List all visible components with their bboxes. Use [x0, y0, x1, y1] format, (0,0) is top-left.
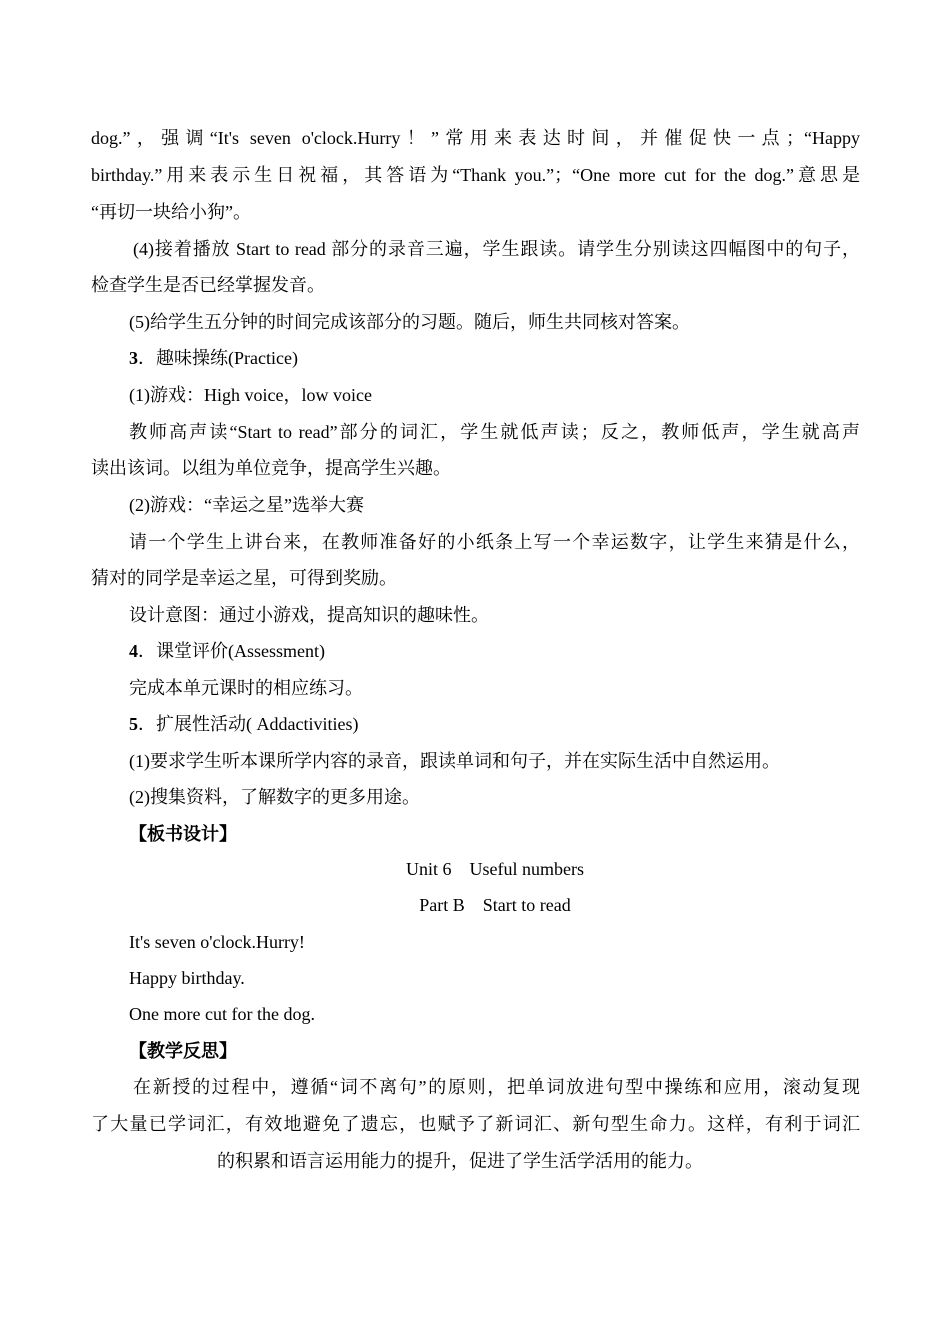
board-design-heading: 【板书设计】: [129, 824, 237, 844]
section-number: 5: [129, 714, 138, 734]
paragraph-line: 猜对的同学是幸运之星，可得到奖励。: [91, 568, 397, 588]
board-title-unit: Unit 6 Useful numbers: [406, 859, 584, 879]
section-title: ．扩展性活动( Addactivities): [138, 714, 359, 734]
section-heading-assessment: [129, 639, 325, 663]
board-sentence: It's seven o'clock.Hurry!: [129, 932, 305, 952]
reflection-heading: 【教学反思】: [129, 1041, 237, 1061]
paragraph-line: (4)接着播放 Start to read 部分的录音三遍，学生跟读。请学生分别读这四幅图中的句子，: [133, 239, 860, 259]
paragraph-line: (5)给学生五分钟的时间完成该部分的习题。随后，师生共同核对答案。: [129, 312, 690, 332]
paragraph-line: (2)搜集资料，了解数字的更多用途。: [129, 787, 420, 807]
design-intent: 设计意图：通过小游戏，提高知识的趣味性。: [129, 605, 489, 625]
paragraph-line: 教师高声读“Start to read”部分的词汇，学生就低声读；反之，教师低声，学生就高声: [129, 422, 860, 442]
board-title-part: Part B Start to read: [419, 895, 571, 915]
game-item: (1)游戏：High voice，low voice: [129, 385, 372, 405]
section-title: ．课堂评价(Assessment): [138, 641, 325, 661]
paragraph-line: 读出该词。以组为单位竞争，提高学生兴趣。: [91, 458, 451, 478]
paragraph-line: 检查学生是否已经掌握发音。: [91, 275, 325, 295]
paragraph-line: birthday.”用来表示生日祝福，其答语为“Thank you.”；“One more cut for the dog.”意思是: [91, 165, 860, 185]
paragraph-line: dog.”，强调“It's seven o'clock.Hurry！”常用来表达时间，并催促快一点；“Happy: [91, 128, 860, 148]
section-heading-practice: [129, 346, 298, 370]
section-number: 3: [129, 348, 138, 368]
section-title: ．趣味操练(Practice): [138, 348, 298, 368]
paragraph-line: 在新授的过程中，遵循“词不离句”的原则，把单词放进句型中操练和应用，滚动复现: [133, 1077, 860, 1097]
paragraph-line: 完成本单元课时的相应练习。: [129, 678, 363, 698]
paragraph-line: 了大量已学词汇，有效地避免了遗忘，也赋予了新词汇、新句型生命力。这样，有利于词汇: [91, 1114, 860, 1134]
section-heading-activities: [129, 712, 358, 736]
paragraph-line: 请一个学生上讲台来，在教师准备好的小纸条上写一个幸运数字，让学生来猜是什么，: [129, 532, 860, 552]
paragraph-line: “再切一块给小狗”。: [91, 202, 251, 222]
paragraph-line: (1)要求学生听本课所学内容的录音，跟读单词和句子，并在实际生活中自然运用。: [129, 751, 780, 771]
section-number: 4: [129, 641, 138, 661]
paragraph-line: 的积累和语言运用能力的提升，促进了学生活学活用的能力。: [217, 1151, 703, 1171]
game-item: (2)游戏：“幸运之星”选举大赛: [129, 495, 364, 515]
board-sentence: One more cut for the dog.: [129, 1004, 315, 1024]
board-sentence: Happy birthday.: [129, 968, 245, 988]
